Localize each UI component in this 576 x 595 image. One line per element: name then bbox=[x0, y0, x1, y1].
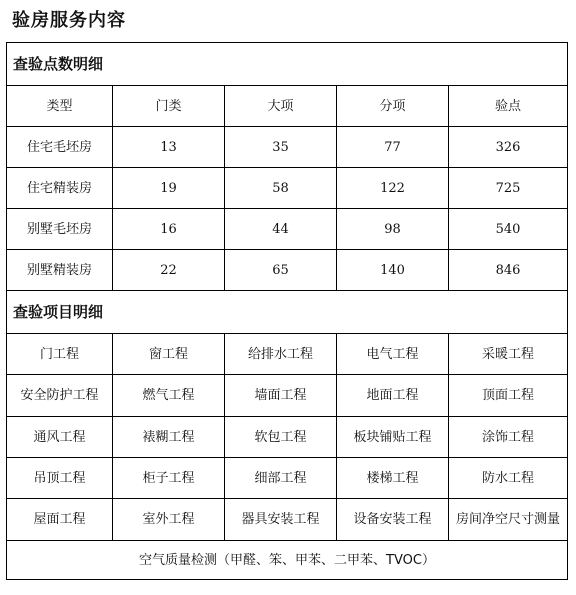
section-title: 查验项目明细 bbox=[7, 291, 568, 334]
item-cell: 房间净空尺寸测量 bbox=[449, 499, 568, 541]
table-cell: 13 bbox=[113, 127, 225, 168]
item-cell: 屋面工程 bbox=[7, 499, 113, 541]
table-cell: 725 bbox=[449, 168, 568, 209]
table-cell: 44 bbox=[225, 209, 337, 250]
column-header: 分项 bbox=[337, 86, 449, 127]
column-header: 类型 bbox=[7, 86, 113, 127]
section-title: 查验点数明细 bbox=[7, 43, 568, 86]
item-cell: 给排水工程 bbox=[225, 334, 337, 375]
item-cell: 通风工程 bbox=[7, 417, 113, 458]
table-row bbox=[7, 168, 568, 209]
item-cell: 设备安装工程 bbox=[337, 499, 449, 541]
item-cell: 燃气工程 bbox=[113, 375, 225, 417]
item-cell: 安全防护工程 bbox=[7, 375, 113, 417]
table-cell: 846 bbox=[449, 250, 568, 291]
item-cell: 顶面工程 bbox=[449, 375, 568, 417]
item-cell: 门工程 bbox=[7, 334, 113, 375]
item-cell: 细部工程 bbox=[225, 458, 337, 499]
item-cell: 器具安装工程 bbox=[225, 499, 337, 541]
items-row bbox=[7, 375, 568, 417]
table-cell: 35 bbox=[225, 127, 337, 168]
item-cell: 室外工程 bbox=[113, 499, 225, 541]
table-cell: 58 bbox=[225, 168, 337, 209]
items-row bbox=[7, 417, 568, 458]
column-header: 大项 bbox=[225, 86, 337, 127]
items-row bbox=[7, 499, 568, 541]
table-cell: 别墅毛坯房 bbox=[7, 209, 113, 250]
table-row bbox=[7, 127, 568, 168]
table-cell: 140 bbox=[337, 250, 449, 291]
item-cell: 吊顶工程 bbox=[7, 458, 113, 499]
item-cell: 电气工程 bbox=[337, 334, 449, 375]
service-table bbox=[6, 42, 568, 580]
item-cell: 窗工程 bbox=[113, 334, 225, 375]
item-cell: 防水工程 bbox=[449, 458, 568, 499]
item-cell: 涂饰工程 bbox=[449, 417, 568, 458]
item-cell: 采暖工程 bbox=[449, 334, 568, 375]
item-cell: 软包工程 bbox=[225, 417, 337, 458]
table-cell: 326 bbox=[449, 127, 568, 168]
item-cell: 柜子工程 bbox=[113, 458, 225, 499]
column-header: 门类 bbox=[113, 86, 225, 127]
items-row bbox=[7, 458, 568, 499]
table-cell: 77 bbox=[337, 127, 449, 168]
page-title: 验房服务内容 bbox=[12, 10, 126, 31]
air-quality-item: 空气质量检测（甲醛、笨、甲苯、二甲苯、TVOC） bbox=[7, 541, 568, 580]
table-cell: 住宅毛坯房 bbox=[7, 127, 113, 168]
table-cell: 16 bbox=[113, 209, 225, 250]
table-cell: 98 bbox=[337, 209, 449, 250]
footer-row bbox=[7, 541, 568, 580]
item-cell: 楼梯工程 bbox=[337, 458, 449, 499]
table-cell: 540 bbox=[449, 209, 568, 250]
item-cell: 裱糊工程 bbox=[113, 417, 225, 458]
item-cell: 地面工程 bbox=[337, 375, 449, 417]
items-row bbox=[7, 334, 568, 375]
item-cell: 墙面工程 bbox=[225, 375, 337, 417]
column-header: 验点 bbox=[449, 86, 568, 127]
section-header-inspection-items bbox=[7, 291, 568, 334]
section-header-inspection-points bbox=[7, 43, 568, 86]
table-cell: 122 bbox=[337, 168, 449, 209]
table-cell: 65 bbox=[225, 250, 337, 291]
table-row bbox=[7, 209, 568, 250]
table-header-row bbox=[7, 86, 568, 127]
table-row bbox=[7, 250, 568, 291]
table-cell: 22 bbox=[113, 250, 225, 291]
table-cell: 19 bbox=[113, 168, 225, 209]
item-cell: 板块铺贴工程 bbox=[337, 417, 449, 458]
table-cell: 住宅精装房 bbox=[7, 168, 113, 209]
table-cell: 别墅精装房 bbox=[7, 250, 113, 291]
